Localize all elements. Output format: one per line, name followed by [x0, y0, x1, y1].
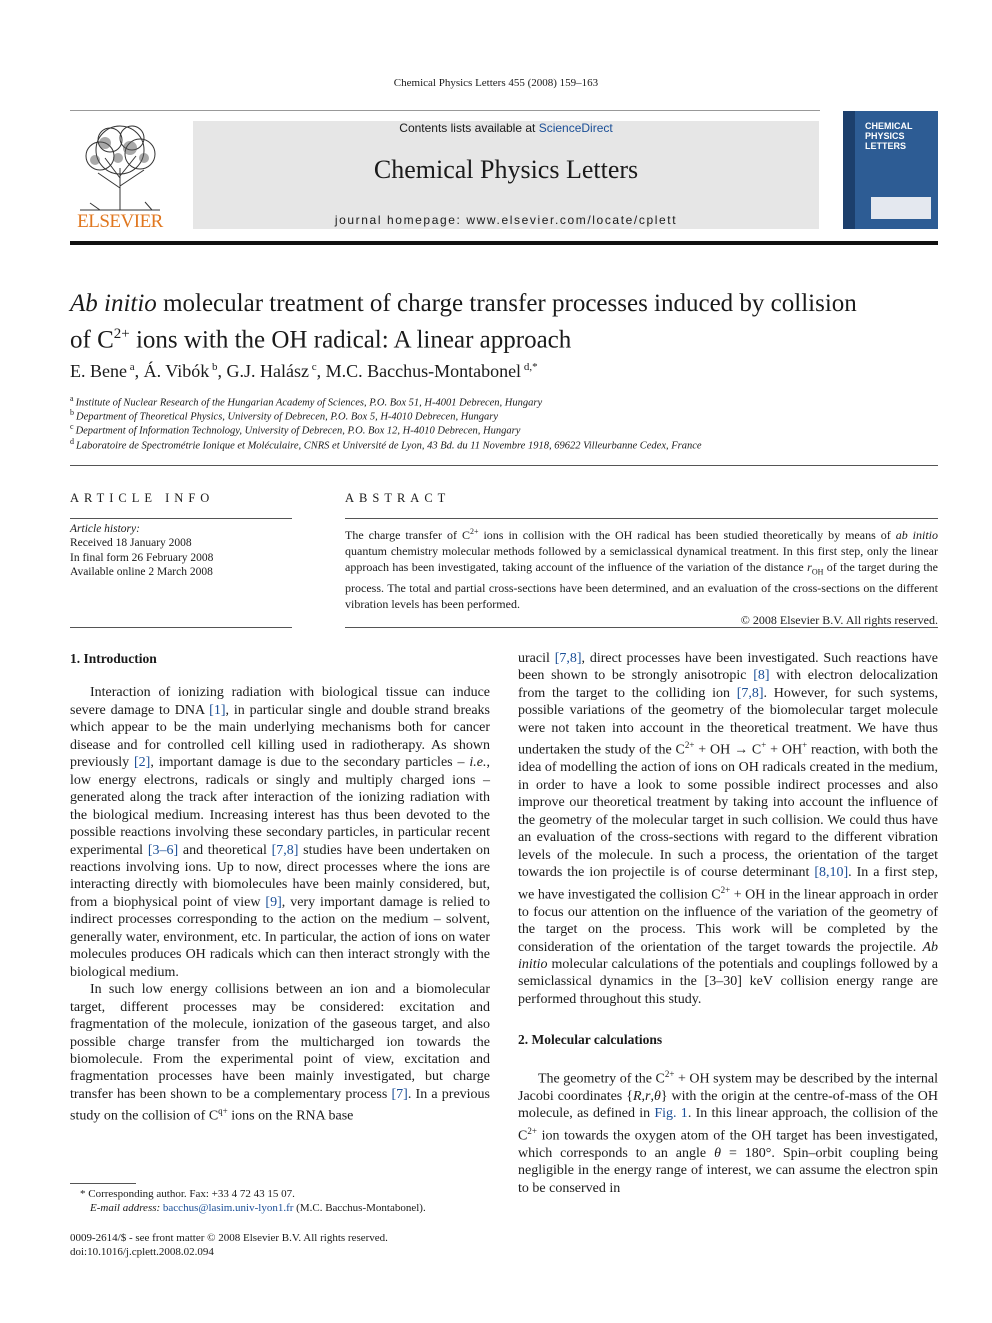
elsevier-tree-icon	[70, 118, 170, 213]
txt: ion towards the oxygen atom of the OH target has been investigated, which corresponds to an angle	[518, 1128, 938, 1161]
title-sup: 2+	[113, 326, 130, 342]
footnote-email	[70, 1201, 490, 1215]
txt: uracil	[518, 651, 555, 666]
history-final: In final form 26 February 2008	[70, 551, 214, 564]
abs-sup: 2+	[469, 527, 479, 536]
paragraph	[518, 1066, 938, 1197]
paragraph	[70, 684, 490, 981]
txt: . In a first step, we have investigated the collision C	[518, 865, 938, 903]
txt: + OH in the linear approach in order to focus our attention on the influence of the variation of the geometry of the target on the process. This work will be completed by the consideration of the orientation of the target towards the projectile.	[518, 887, 938, 955]
section-heading-introduction: 1. Introduction	[70, 651, 157, 666]
history-received: Received 18 January 2008	[70, 537, 192, 550]
sciencedirect-link[interactable]: ScienceDirect	[538, 121, 613, 135]
txt-italic: θ	[714, 1145, 721, 1161]
txt: . In a previous study on the collision of C	[70, 1086, 491, 1124]
txt: + OH	[766, 742, 803, 758]
affil-text: Department of Information Technology, University of Debrecen, P.O. Box 12, H-4010 Debrecen, Hungary	[75, 425, 521, 437]
journal-cover-thumbnail[interactable]	[843, 111, 938, 229]
front-matter-line: 0009-2614/$ - see front matter © 2008 Elsevier B.V. All rights reserved.	[70, 1232, 388, 1244]
txt-italic: r	[645, 1088, 651, 1104]
paragraph	[518, 650, 938, 1008]
abstract-copyright: © 2008 Elsevier B.V. All rights reserved.	[740, 613, 938, 628]
history-online: Available online 2 March 2008	[70, 565, 213, 578]
section-heading-molecular-calculations: 2. Molecular calculations	[518, 1032, 663, 1048]
txt-sup: q+	[218, 1106, 228, 1117]
history-label: Article history:	[70, 523, 140, 535]
affiliation	[70, 422, 938, 437]
reference-link[interactable]: [9]	[265, 894, 282, 910]
affil-key: c	[70, 422, 74, 431]
author-affil-key: d,*	[523, 361, 538, 373]
cover-strip	[843, 111, 855, 229]
txt: , very important damage is relied to indirect processes corresponding to the action on the medium – solvent, generally water, environment, etc. In particular, the action of ions on water molecules produces OH radicals which can then interact strongly with the biological medium.	[70, 894, 490, 980]
affil-text: Institute of Nuclear Research of the Hungarian Academy of Sciences, P.O. Box 51, H-4001 Debrecen, Hungary	[75, 397, 543, 409]
author-name[interactable]: M.C. Bacchus-Montabonel	[325, 361, 522, 381]
author-list: E. Bene $^a$, Á. Vibók $^b$, G.J. Halász $^c$, M.C. Bacchus-Montabonel $^{d,*}$	[70, 361, 538, 381]
abs-t1: The charge transfer of C	[345, 528, 470, 542]
txt: . However, for such systems, possible variations of the geometry of the biomolecular target molecule were not taken into account in the theoretical treatment. We have thus undertaken the study of the C	[518, 685, 938, 758]
txt: } with the origin at the centre-of-mass of the OH molecule, as defined in	[518, 1088, 938, 1122]
left-column	[70, 650, 490, 1125]
txt: with electron delocalization from the target to the colliding ion	[518, 668, 939, 701]
abs-italic: ab initio	[895, 528, 938, 542]
article-title	[70, 289, 938, 355]
author-affil-key: a	[129, 361, 135, 373]
header-thick-rule	[70, 241, 938, 245]
txt: , direct processes have been investigated. Such reactions have been shown to be strongly anisotropic	[518, 651, 938, 684]
txt: , in particular single and double strand breaks which appear to be the main underlying mechanisms both for cancer disease and for controlled cell killing used in radiotherapy. As shown previously	[70, 702, 490, 771]
section-divider	[70, 465, 938, 466]
affil-key: d	[70, 437, 74, 446]
contents-line	[193, 121, 819, 135]
txt: studies have been undertaken on reactions involving ions. Up to now, direct processes where the ions are interacting directly with biomolecules have been mainly considered, but, from a biophysical point of view	[70, 842, 490, 910]
txt: + OH → C	[694, 742, 762, 758]
figure-link[interactable]: Fig. 1	[654, 1106, 688, 1122]
affiliation	[70, 408, 938, 423]
txt-sup: 2+	[527, 1125, 537, 1136]
txt-sup: 2+	[684, 740, 695, 751]
author-affil-key: b	[211, 361, 218, 373]
txt: In such low energy collisions between an ion and a biomolecular target, different processes may be considered: excitation and fragmentation of the molecule, ionization of the gaseous target, and also possible charge transfer from the multicharged ion towards the biomolecule. From the experimental point of view, excitation and fragmentation processes have been mainly investigated, but charge transfer has been shown to be a complementary process	[70, 982, 490, 1102]
reference-link[interactable]: [7,8]	[271, 842, 299, 858]
author-name[interactable]: E. Bene	[70, 361, 127, 381]
elsevier-logo[interactable]	[70, 118, 170, 233]
journal-citation: Chemical Physics Letters 455 (2008) 159–163	[393, 77, 599, 89]
email-link[interactable]: bacchus@lasim.univ-lyon1.fr	[162, 1202, 294, 1214]
txt: , important damage is due to the secondary particles –	[150, 755, 470, 771]
txt: = 180°. Spin–orbit coupling being negligible in the energy range of interest, we can assume the electron spin to be conserved in	[518, 1145, 938, 1196]
doi-line[interactable]: doi:10.1016/j.cplett.2008.02.094	[70, 1246, 214, 1258]
abs-t2: ions in collision with the OH radical has been studied theoretically by means of	[478, 528, 896, 542]
title-part-1: molecular treatment of charge transfer processes induced by collision	[156, 290, 857, 317]
header-divider	[70, 110, 820, 111]
txt: The geometry of the C	[538, 1071, 665, 1087]
abs-t4: of the target during the process. The total and partial cross-sections have been determined, and an evaluation of the cross-sections on the different vibration levels has been performed.	[345, 560, 939, 612]
author-name[interactable]: G.J. Halász	[226, 361, 309, 381]
author-name[interactable]: Á. Vibók	[143, 361, 210, 381]
affil-text: Department of Theoretical Physics, University of Debrecen, P.O. Box 5, H-4010 Debrecen, Hungary	[76, 411, 499, 423]
abstract-text	[345, 524, 938, 628]
txt: Interaction of ionizing radiation with biological tissue can induce severe damage to DNA	[70, 685, 490, 718]
txt: and theoretical	[178, 842, 272, 858]
cover-molecule-icon	[871, 197, 931, 219]
txt: reaction, with both the idea of modelling the action of ions on OH radicals created in the medium, in order to have a look to some possible indirect processes and also improve our theoretical treatment by taking into account the influence of the geometry of the molecular target in such collision. We could thus have an evaluation of the cross-sections with regard to the different vibration levels of the molecule. In such a process, the orientation of the target towards the ion projectile is of course determinant	[518, 742, 938, 881]
footnote-corr-text: Corresponding author. Fax: +33 4 72 43 15 07.	[85, 1188, 295, 1200]
txt-sup: 2+	[664, 1068, 675, 1079]
reference-link[interactable]: [8]	[753, 668, 770, 684]
txt: molecular calculations of the potentials and couplings followed by a semiclassical dynamics in the [3–30] keV collision energy range are performed throughout this study.	[518, 957, 938, 1007]
abstract-rule-top	[345, 518, 938, 519]
reference-link[interactable]: [7,8]	[736, 685, 764, 701]
txt: ,	[641, 1088, 645, 1104]
reference-link[interactable]: [3–6]	[147, 842, 179, 858]
cover-line-3: LETTERS	[865, 141, 907, 151]
abstract-heading: ABSTRACT	[345, 491, 451, 505]
txt-sup: 2+	[720, 884, 731, 895]
right-column	[518, 650, 938, 1197]
affil-key: a	[70, 394, 74, 403]
footnote-rule	[70, 1183, 136, 1184]
journal-homepage[interactable]: journal homepage: www.elsevier.com/locate/cplett	[334, 213, 678, 227]
txt: + OH system may be described by the internal Jacobi coordinates {	[518, 1071, 939, 1104]
txt-italic: R	[632, 1088, 642, 1104]
footnote-corresponding	[70, 1187, 490, 1201]
txt: . In this linear approach, the collision of the C	[518, 1106, 939, 1144]
cover-line-2: PHYSICS	[865, 131, 905, 141]
txt: ions on the RNA base	[227, 1108, 354, 1124]
title-part-2-pre: of C	[70, 326, 114, 354]
affiliation	[70, 394, 938, 409]
reference-link[interactable]: [1]	[209, 702, 226, 718]
abstract-rule-bottom	[345, 627, 938, 628]
abs-t3: quantum chemistry molecular methods followed by a semiclassical dynamical treatment. In this first step, only the linear approach has been investigated, taking account of the influence of the variation of the distance	[345, 544, 938, 574]
reference-link[interactable]: [7]	[391, 1086, 408, 1102]
txt: , low energy electrons, radicals or singly and multiply charged ions – generated along the track after interaction of the ionizing radiation with the biological medium. Increasing interest has thus been devoted to the possible reactions involving these secondary particles, in particular recent experimental	[70, 755, 490, 858]
article-history	[70, 522, 292, 579]
info-rule-bottom	[70, 627, 292, 628]
email-after: (M.C. Bacchus-Montabonel).	[293, 1202, 426, 1214]
txt: ,	[650, 1088, 654, 1104]
txt-italic: Ab initio	[518, 939, 938, 973]
txt-italic: θ	[653, 1088, 661, 1104]
title-italic: Ab initio	[70, 290, 157, 317]
info-rule-top	[70, 518, 292, 519]
contents-prefix: Contents lists available at	[399, 121, 539, 135]
affil-key: b	[70, 408, 74, 417]
footnote-star: *	[80, 1188, 86, 1200]
reference-link[interactable]: [2]	[134, 755, 151, 771]
affil-text: Laboratoire de Spectrométrie Ionique et Moléculaire, CNRS et Université de Lyon, 43 Bd. du 11 Novembre 1918, 69622 Villeurbanne Cedex, France	[76, 440, 702, 452]
paragraph	[70, 981, 490, 1125]
abs-var: r	[807, 560, 812, 574]
journal-title: Chemical Physics Letters	[373, 155, 639, 184]
article-info-heading: ARTICLE INFO	[70, 491, 215, 505]
reference-link[interactable]: [7,8]	[554, 651, 582, 666]
txt-italic: i.e.	[469, 755, 487, 771]
email-label: E-mail address:	[90, 1202, 161, 1214]
title-part-2-post: ions with the OH radical: A linear approach	[129, 326, 572, 354]
cover-title	[865, 121, 913, 151]
abs-sub: OH	[811, 567, 824, 577]
cover-line-1: CHEMICAL	[865, 121, 913, 131]
txt-sup: +	[761, 740, 767, 751]
author-affil-key: c	[311, 361, 317, 373]
affiliation	[70, 437, 938, 452]
reference-link[interactable]: [8,10]	[814, 865, 849, 881]
txt-sup: +	[802, 740, 808, 751]
publisher-name: ELSEVIER	[77, 211, 163, 232]
